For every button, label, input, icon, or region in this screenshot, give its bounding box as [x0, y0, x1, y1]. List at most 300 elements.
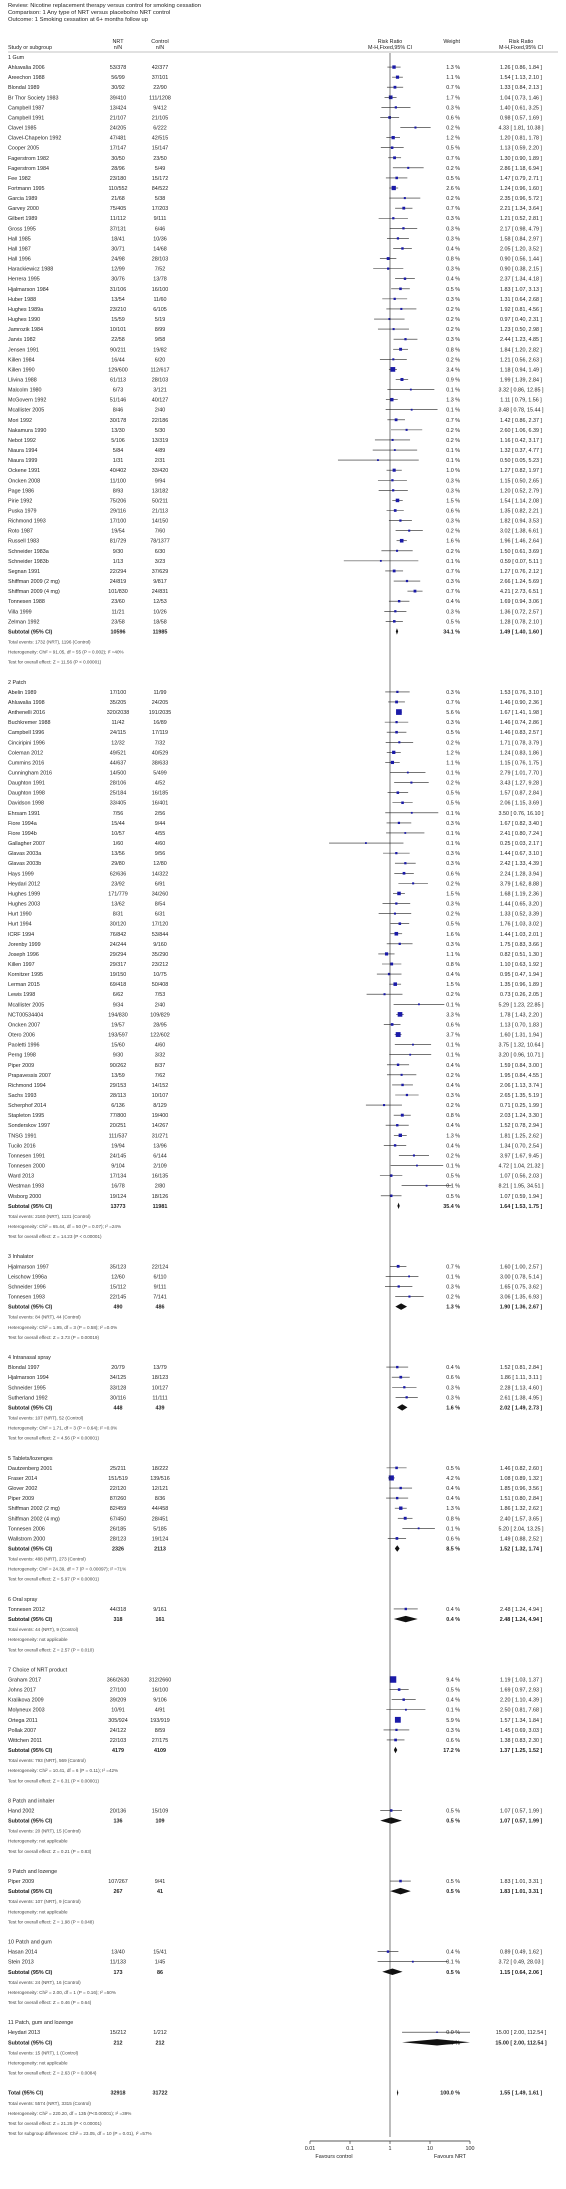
study-weight: 0.7 %: [446, 699, 460, 706]
study-weight: 0.4 %: [446, 599, 460, 606]
study-weight: 0.3 %: [446, 296, 460, 303]
statistics-note: Test for overall effect: Z = 3.73 (P = 0.00019): [8, 1334, 99, 1340]
nrt-events: 107/267: [108, 1879, 128, 1886]
column-header-nrt-unit: n/N: [113, 45, 123, 51]
study-name: Niaura 1994: [8, 448, 38, 455]
point-estimate-square: [412, 882, 414, 884]
study-risk-ratio: 2.28 [ 1.13, 4.60 ]: [500, 1385, 542, 1392]
point-estimate-square: [399, 288, 402, 291]
study-risk-ratio: 1.86 [ 1.11, 3.11 ]: [500, 1375, 542, 1382]
point-estimate-square: [406, 1094, 408, 1096]
control-events: 17/203: [151, 206, 169, 213]
subtotal-risk-ratio: 1.49 [ 1.40, 1.60 ]: [499, 629, 543, 636]
control-events: 193/919: [150, 1717, 170, 1724]
nrt-events: 62/636: [109, 871, 127, 878]
point-estimate-square: [388, 116, 391, 119]
study-risk-ratio: 1.78 [ 1.43, 2.20 ]: [500, 1012, 542, 1019]
study-risk-ratio: 3.48 [ 0.78, 15.44 ]: [498, 407, 544, 414]
study-risk-ratio: 0.90 [ 0.56, 1.44 ]: [500, 256, 542, 263]
nrt-events: 19/54: [111, 528, 125, 535]
study-name: Glover 2002: [8, 1486, 38, 1493]
study-name: Blondal 1997: [8, 1365, 40, 1372]
study-weight: 0.3 %: [446, 105, 460, 112]
point-estimate-square: [399, 1880, 402, 1883]
nrt-events: 24/244: [109, 941, 127, 948]
study-name: McGovern 1992: [8, 397, 47, 404]
point-estimate-square: [390, 963, 393, 966]
control-events: 15/41: [153, 1949, 167, 1956]
study-weight: 0.1 %: [446, 458, 460, 465]
point-estimate-square: [385, 952, 388, 955]
subtotal-weight: 35.4 %: [443, 1203, 460, 1210]
study-weight: 0.5 %: [446, 800, 460, 807]
nrt-events: 33/405: [109, 800, 127, 807]
study-weight: 0.2 %: [446, 125, 460, 132]
study-weight: 0.7 %: [446, 85, 460, 92]
study-risk-ratio: 0.98 [ 0.57, 1.69 ]: [500, 115, 542, 122]
control-events: 4/60: [154, 841, 166, 848]
control-events: 17/119: [151, 730, 169, 737]
statistics-note: Heterogeneity: Chi² = 220.20, df = 135 (P<0.00001); I² =39%: [8, 2110, 132, 2116]
study-risk-ratio: 0.89 [ 0.49, 1.62 ]: [500, 1949, 542, 1956]
point-estimate-square: [401, 801, 404, 804]
statistics-note: Heterogeneity: Chi² = 91.05, df = 55 (P = 0.002); I² =40%: [8, 649, 124, 655]
nrt-events: 44/318: [109, 1606, 127, 1613]
study-weight: 1.3 %: [446, 1506, 460, 1513]
nrt-events: 111/537: [108, 1133, 128, 1140]
study-weight: 0.4 %: [446, 1486, 460, 1493]
control-events: 2/56: [154, 810, 166, 817]
study-risk-ratio: 1.47 [ 0.79, 2.71 ]: [500, 175, 542, 182]
point-estimate-square: [392, 65, 395, 68]
subgroup-heading: 6 Oral spray: [8, 1596, 38, 1603]
point-estimate-square: [397, 1265, 400, 1268]
point-estimate-square: [399, 943, 401, 945]
study-weight: 0.5 %: [446, 1173, 460, 1180]
study-name: Otero 2006: [8, 1032, 35, 1039]
study-risk-ratio: 1.57 [ 0.87, 2.84 ]: [500, 790, 542, 797]
study-name: Oncken 2008: [8, 478, 41, 485]
study-name: Prapavessis 2007: [8, 1072, 51, 1079]
study-weight: 0.2 %: [446, 317, 460, 324]
statistics-note: Heterogeneity: Chi² = 65.44, df = 50 (P = 0.07); I² =24%: [8, 1224, 122, 1230]
study-risk-ratio: 1.57 [ 1.34, 1.84 ]: [500, 1717, 542, 1724]
nrt-events: 29/294: [109, 951, 127, 958]
study-weight: 0.4 %: [446, 276, 460, 283]
control-events: 10/26: [153, 609, 167, 616]
point-estimate-square: [405, 1709, 407, 1711]
study-name: Sachs 1993: [8, 1093, 37, 1099]
column-header-control-unit: n/N: [155, 45, 165, 51]
control-events: 38/633: [151, 760, 169, 767]
study-risk-ratio: 1.33 [ 0.84, 2.13 ]: [500, 85, 542, 92]
control-events: 5/49: [154, 165, 166, 172]
study-name: Pirie 1992: [8, 498, 33, 505]
study-risk-ratio: 1.95 [ 0.84, 4.55 ]: [500, 1072, 542, 1079]
study-weight: 3.4 %: [446, 367, 460, 374]
control-events: 16/135: [151, 1173, 169, 1180]
study-weight: 0.4 %: [446, 1496, 460, 1503]
study-weight: 0.1 %: [446, 1042, 460, 1049]
study-name: Heydari 2013: [8, 2030, 41, 2037]
study-weight: 1.1 %: [446, 951, 460, 958]
study-name: Jamrozik 1984: [8, 327, 44, 334]
study-name: Daughton 1998: [8, 790, 45, 797]
study-name: Killen 1997: [8, 961, 35, 968]
control-events: 13/96: [153, 1143, 167, 1150]
control-total: 11985: [152, 629, 168, 636]
nrt-events: 87/260: [109, 1496, 127, 1503]
nrt-events: 171/779: [108, 891, 128, 898]
statistics-note: Test for overall effect: Z = 2.57 (P = 0.010): [8, 1647, 94, 1653]
point-estimate-square: [412, 1044, 414, 1046]
study-name: Campbell 1987: [8, 105, 45, 112]
study-name: Malcolm 1980: [8, 387, 42, 394]
nrt-events: 101/830: [108, 589, 128, 596]
study-risk-ratio: 0.90 [ 0.38, 2.15 ]: [500, 266, 542, 273]
point-estimate-square: [413, 1154, 415, 1156]
nrt-events: 25/184: [109, 790, 127, 797]
study-name: Ward 2013: [8, 1173, 35, 1180]
study-name: Wisborg 2000: [8, 1193, 42, 1200]
study-name: Puska 1979: [8, 508, 37, 515]
study-name: Cummins 2016: [8, 760, 45, 767]
study-name: Campbell 1991: [8, 115, 45, 122]
study-risk-ratio: 2.61 [ 1.38, 4.95 ]: [500, 1395, 542, 1402]
point-estimate-square: [387, 1950, 389, 1952]
control-events: 21/113: [151, 508, 169, 515]
nrt-events: 13/30: [111, 427, 125, 434]
nrt-events: 20/251: [109, 1123, 127, 1130]
nrt-events: 8/93: [112, 488, 124, 495]
point-estimate-square: [403, 872, 406, 875]
study-name: Hjalmarson 1984: [8, 286, 49, 293]
nrt-events: 30/71: [111, 246, 125, 253]
point-estimate-square: [396, 709, 402, 715]
control-events: 37/101: [151, 75, 169, 82]
nrt-events: 10/57: [111, 830, 125, 837]
study-weight: 3.7 %: [446, 1032, 460, 1039]
nrt-events: 77/800: [109, 1113, 127, 1120]
study-name: Stapleton 1995: [8, 1113, 45, 1120]
study-risk-ratio: 1.46 [ 0.90, 2.36 ]: [500, 699, 542, 706]
control-events: 6/30: [154, 548, 166, 555]
nrt-events: 40/402: [109, 468, 127, 475]
subtotal-label: Subtotal (95% CI): [8, 2040, 53, 2047]
statistics-note: Total events: 5574 (NRT), 3315 (Control): [8, 2100, 91, 2106]
study-name: Piper 2009: [8, 1496, 35, 1503]
study-risk-ratio: 8.21 [ 1.95, 34.51 ]: [498, 1183, 544, 1190]
nrt-events: 13/59: [111, 1072, 125, 1079]
study-weight: 1.1 %: [446, 760, 460, 767]
nrt-events: 12/99: [111, 266, 125, 273]
control-events: 7/52: [154, 266, 166, 273]
statistics-note: Heterogeneity: Chi² = 2.00, df = 1 (P = 0.16); I² =50%: [8, 1989, 116, 1995]
study-name: Fagerstrom 1982: [8, 155, 50, 162]
study-weight: 4.2 %: [446, 1475, 460, 1482]
control-events: 18/58: [153, 619, 167, 626]
study-name: Blondal 1989: [8, 85, 40, 92]
column-header-study: Study or subgroup: [8, 45, 53, 51]
point-estimate-square: [406, 580, 408, 582]
control-events: 8/59: [154, 1727, 166, 1734]
study-name: Sutherland 1992: [8, 1395, 48, 1402]
study-weight: 0.3 %: [446, 236, 460, 243]
study-risk-ratio: 2.37 [ 1.34, 4.18 ]: [500, 276, 542, 283]
nrt-events: 22/58: [111, 337, 125, 344]
point-estimate-square: [395, 721, 397, 723]
point-estimate-square: [408, 530, 410, 532]
control-events: 42/515: [151, 135, 169, 142]
point-estimate-square: [396, 1124, 398, 1126]
control-events: 8/37: [154, 1062, 166, 1069]
study-weight: 0.7 %: [446, 206, 460, 213]
point-estimate-square: [410, 782, 412, 784]
nrt-total: 4179: [112, 1748, 124, 1755]
control-total: 161: [155, 1617, 165, 1624]
study-name: Niaura 1999: [8, 458, 38, 465]
nrt-events: 22/103: [109, 1737, 127, 1744]
subtotal-label: Subtotal (95% CI): [8, 1617, 53, 1624]
control-events: 4/89: [154, 448, 166, 455]
control-events: 11/99: [153, 689, 167, 696]
study-risk-ratio: 3.06 [ 1.35, 6.93 ]: [500, 1294, 542, 1301]
subgroup-heading: 7 Choice of NRT product: [8, 1667, 68, 1674]
point-estimate-square: [404, 338, 406, 340]
nrt-total: 13773: [110, 1203, 126, 1210]
nrt-events: 26/185: [109, 1526, 127, 1533]
study-risk-ratio: 3.00 [ 0.78, 5.14 ]: [500, 1274, 542, 1281]
study-risk-ratio: 1.67 [ 1.41, 1.98 ]: [500, 710, 542, 717]
nrt-events: 15/212: [109, 2030, 127, 2037]
study-risk-ratio: 2.06 [ 1.15, 3.69 ]: [500, 800, 542, 807]
subgroup-heading: 4 Intranasal spray: [8, 1355, 51, 1362]
control-events: 312/2660: [148, 1677, 172, 1684]
study-name: Ortega 2011: [8, 1717, 38, 1724]
study-risk-ratio: 1.50 [ 0.61, 3.69 ]: [500, 548, 542, 555]
nrt-events: 30/178: [109, 417, 127, 424]
point-estimate-square: [365, 842, 367, 844]
study-risk-ratio: 1.13 [ 0.70, 1.83 ]: [500, 1022, 542, 1029]
study-weight: 0.3 %: [446, 861, 460, 868]
nrt-events: 129/600: [108, 367, 128, 374]
study-name: Segnan 1991: [8, 568, 41, 575]
control-total: 109: [155, 1818, 165, 1825]
study-risk-ratio: 2.40 [ 1.57, 3.65 ]: [500, 1516, 542, 1523]
study-weight: 0.1 %: [446, 1274, 460, 1281]
study-risk-ratio: 0.97 [ 0.40, 2.31 ]: [500, 317, 542, 324]
control-events: 22/124: [151, 1264, 169, 1271]
study-risk-ratio: 1.83 [ 1.07, 3.13 ]: [500, 286, 542, 293]
point-estimate-square: [412, 1961, 414, 1963]
study-weight: 0.5 %: [446, 286, 460, 293]
control-events: 5/185: [153, 1526, 167, 1533]
study-risk-ratio: 1.15 [ 0.76, 1.75 ]: [500, 760, 542, 767]
study-risk-ratio: 1.28 [ 0.78, 2.10 ]: [500, 619, 542, 626]
point-estimate-square: [405, 1608, 407, 1610]
study-name: Hall 1996: [8, 256, 31, 263]
control-events: 22/186: [151, 417, 169, 424]
study-risk-ratio: 2.03 [ 1.24, 3.30 ]: [500, 1113, 542, 1120]
control-events: 9/58: [154, 337, 166, 344]
control-events: 18/222: [151, 1465, 169, 1472]
subgroup-heading: 11 Patch, gum and lozenge: [8, 2020, 74, 2027]
point-estimate-square: [404, 832, 406, 834]
study-weight: 1.1 %: [446, 75, 460, 82]
statistics-note: Heterogeneity: not applicable: [8, 1909, 68, 1915]
study-weight: 3.3 %: [446, 1012, 460, 1019]
control-events: 12/121: [151, 1486, 169, 1493]
nrt-events: 21/68: [111, 196, 125, 203]
point-estimate-square: [394, 298, 396, 300]
nrt-events: 82/459: [109, 1506, 127, 1513]
control-events: 13/182: [151, 488, 169, 495]
study-risk-ratio: 1.07 [ 0.59, 1.94 ]: [500, 1193, 542, 1200]
control-events: 53/844: [151, 931, 169, 938]
point-estimate-square: [392, 358, 394, 360]
study-name: Shiffman 2009 (4 mg): [8, 589, 60, 596]
subtotal-label: Subtotal (95% CI): [8, 1748, 53, 1755]
study-risk-ratio: 1.46 [ 0.82, 2.60 ]: [500, 1465, 542, 1472]
nrt-events: 20/79: [111, 1365, 125, 1372]
nrt-events: 10/101: [109, 327, 127, 334]
study-weight: 0.3 %: [446, 216, 460, 223]
study-name: Campbell 1996: [8, 730, 45, 737]
study-name: Perng 1998: [8, 1052, 36, 1059]
study-weight: 0.6 %: [446, 1536, 460, 1543]
study-weight: 0.2 %: [446, 427, 460, 434]
study-risk-ratio: 1.69 [ 0.97, 2.93 ]: [500, 1687, 542, 1694]
point-estimate-square: [398, 822, 400, 824]
nrt-events: 194/830: [108, 1012, 128, 1019]
control-events: 23/212: [151, 961, 169, 968]
nrt-events: 11/112: [110, 216, 126, 223]
control-total: 439: [155, 1405, 165, 1412]
control-events: 9/56: [154, 851, 166, 858]
nrt-total: 490: [113, 1304, 123, 1311]
nrt-events: 13/62: [111, 901, 125, 908]
nrt-events: 30/92: [111, 85, 125, 92]
study-weight: 1.7 %: [446, 95, 460, 102]
study-weight: 0.5 %: [446, 1687, 460, 1694]
study-name: Mori 1992: [8, 417, 32, 424]
study-name: Ahluwalia 2006: [8, 65, 45, 72]
study-risk-ratio: 3.79 [ 1.62, 8.88 ]: [500, 881, 542, 888]
control-events: 37/629: [151, 568, 169, 575]
control-events: 14/267: [151, 1123, 169, 1130]
nrt-events: 29/317: [109, 961, 127, 968]
statistics-note: Test for overall effect: Z = 1.98 (P = 0.048): [8, 1919, 94, 1925]
statistics-note: Heterogeneity: Chi² = 24.39, df = 7 (P = 0.00097); I² =71%: [8, 1566, 127, 1572]
study-risk-ratio: 1.36 [ 0.72, 2.57 ]: [500, 609, 542, 616]
study-weight: 0.6 %: [446, 1022, 460, 1029]
control-events: 50/211: [151, 498, 169, 505]
study-weight: 0.2 %: [446, 528, 460, 535]
nrt-events: 320/2038: [106, 710, 130, 717]
study-name: Hand 2002: [8, 1808, 35, 1815]
study-weight: 0.1 %: [446, 1959, 460, 1966]
study-weight: 0.5 %: [446, 619, 460, 626]
study-risk-ratio: 0.71 [ 0.25, 1.99 ]: [500, 1103, 542, 1110]
statistics-note: Total events: 24 (NRT), 16 (Control): [8, 1979, 81, 1985]
point-estimate-square: [398, 1688, 401, 1691]
study-risk-ratio: 1.27 [ 0.82, 1.97 ]: [500, 468, 542, 475]
study-weight: 0.4 %: [446, 972, 460, 979]
study-name: Shiffman 2002 (4 mg): [8, 1516, 60, 1523]
study-name: Hall 1987: [8, 246, 31, 253]
control-events: 10/127: [151, 1385, 169, 1392]
study-weight: 0.1 %: [446, 1052, 460, 1059]
study-name: Pollak 2007: [8, 1727, 37, 1734]
point-estimate-square: [392, 489, 394, 491]
subtotal-weight: 1.6 %: [446, 1405, 460, 1412]
study-weight: 0.1 %: [446, 1163, 460, 1170]
point-estimate-square: [396, 1366, 398, 1368]
study-weight: 0.3 %: [446, 1395, 460, 1402]
nrt-events: 47/481: [109, 135, 127, 142]
control-events: 33/420: [151, 468, 169, 475]
study-weight: 2.6 %: [446, 186, 460, 193]
point-estimate-square: [380, 560, 382, 562]
study-name: Hurt 1994: [8, 921, 32, 928]
study-risk-ratio: 1.82 [ 0.94, 3.53 ]: [500, 518, 542, 525]
nrt-events: 15/44: [111, 820, 125, 827]
study-risk-ratio: 1.51 [ 0.80, 2.84 ]: [500, 1496, 542, 1503]
study-name: Jarvis 1982: [8, 337, 36, 344]
subtotal-risk-ratio: 1.37 [ 1.25, 1.52 ]: [499, 1748, 543, 1755]
study-name: Oncken 2007: [8, 1022, 41, 1029]
study-risk-ratio: 1.35 [ 0.96, 1.89 ]: [500, 982, 542, 989]
control-events: 2/80: [154, 1183, 166, 1190]
study-weight: 0.2 %: [446, 165, 460, 172]
study-weight: 0.3 %: [446, 609, 460, 616]
control-events: 22/90: [153, 85, 167, 92]
control-events: 10/75: [153, 972, 167, 979]
control-events: 50/408: [151, 982, 169, 989]
nrt-events: 28/113: [109, 1093, 127, 1099]
comparison-title: Comparison: 1 Any type of NRT versus placebo/no NRT control: [8, 10, 171, 16]
study-name: Fiore 1994b: [8, 830, 37, 837]
axis-tick-label: 0.1: [346, 2146, 354, 2152]
favours-nrt-label: Favours NRT: [434, 2154, 466, 2160]
axis-tick-label: 1: [388, 2146, 392, 2152]
nrt-events: 23/210: [109, 306, 127, 313]
study-name: Hughes 1989a: [8, 306, 44, 313]
nrt-events: 15/59: [111, 317, 125, 324]
study-weight: 0.1 %: [446, 448, 460, 455]
study-name: Gallagher 2007: [8, 841, 45, 848]
study-name: Gross 1995: [8, 226, 36, 233]
point-estimate-square: [397, 892, 401, 896]
nrt-events: 29/116: [109, 508, 127, 515]
point-estimate-square: [418, 1527, 420, 1529]
study-weight: 0.1 %: [446, 810, 460, 817]
nrt-events: 7/56: [112, 810, 124, 817]
study-risk-ratio: 2.44 [ 1.23, 4.85 ]: [500, 337, 542, 344]
study-risk-ratio: 1.07 [ 0.57, 1.99 ]: [500, 1808, 542, 1815]
pooled-diamond: [396, 628, 398, 634]
study-name: ICRF 1994: [8, 931, 35, 938]
study-weight: 0.2 %: [446, 911, 460, 918]
nrt-events: 11/133: [109, 1959, 127, 1966]
nrt-events: 11/42: [111, 720, 125, 727]
study-name: Tonnesen 1991: [8, 1153, 45, 1160]
point-estimate-square: [392, 186, 396, 190]
statistics-note: Total events: 20 (NRT), 15 (Control): [8, 1828, 81, 1834]
statistics-note: Test for overall effect: Z = 0.21 (P = 0.83): [8, 1848, 92, 1854]
study-name: Richmond 1993: [8, 518, 46, 525]
study-name: Piper 2009: [8, 1062, 35, 1069]
